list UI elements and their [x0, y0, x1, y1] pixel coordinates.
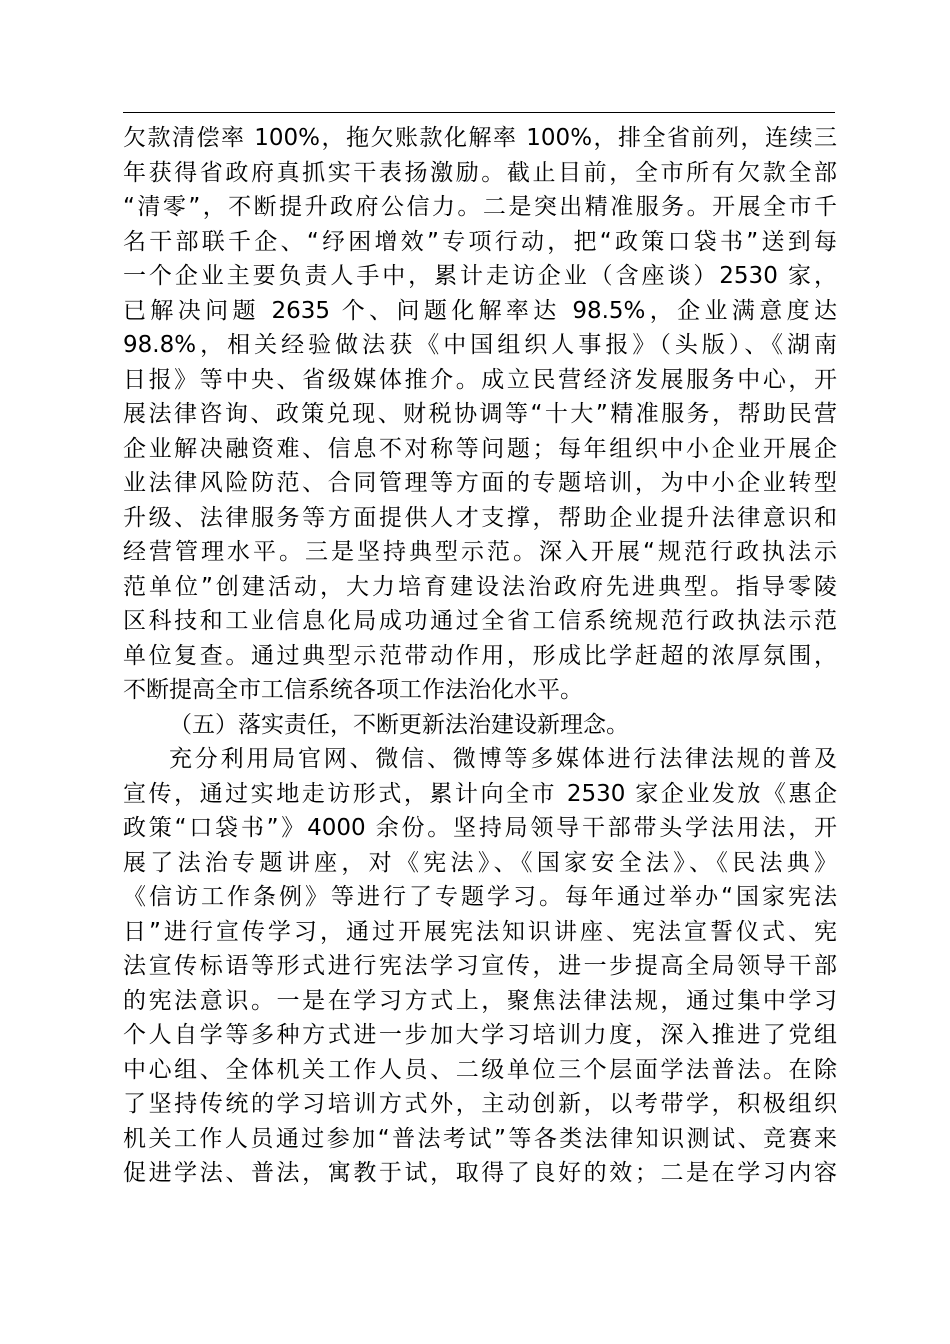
text-line: 日报》等中央、省级媒体推介。成立民营经济发展服务中心，开 — [123, 366, 837, 393]
text-line: 充分利用局官网、微信、微博等多媒体进行法律法规的普及 — [169, 746, 837, 772]
text-line: 促进学法、普法，寓教于试，取得了良好的效；二是在学习内容 — [123, 1160, 837, 1186]
text-line: 欠款清偿率 100%，拖欠账款化解率 100%，排全省前列，连续三 — [123, 125, 837, 151]
text-line: 业法律风险防范、合同管理等方面的专题培训，为中小企业转型 — [123, 470, 837, 496]
text-line: “清零”，不断提升政府公信力。二是突出精准服务。开展全市千 — [123, 194, 837, 220]
text-line: 宣传，通过实地走访形式，累计向全市 2530 家企业发放《惠企 — [123, 780, 837, 807]
section-heading: （五）落实责任，不断更新法治建设新理念。 — [169, 711, 629, 738]
text-line: 了坚持传统的学习培训方式外，主动创新，以考带学，积极组织 — [123, 1091, 837, 1117]
text-line: 中心组、全体机关工作人员、二级单位三个层面学法普法。在除 — [123, 1056, 837, 1083]
text-line: 的宪法意识。一是在学习方式上，聚焦法律法规，通过集中学习 — [123, 987, 837, 1014]
text-line: 已解决问题 2635 个、问题化解率达 98.5%，企业满意度达 — [123, 297, 837, 324]
text-line: 范单位”创建活动，大力培育建设法治政府先进典型。指导零陵 — [123, 573, 837, 600]
document-body — [123, 121, 837, 1191]
text-line: 不断提高全市工信系统各项工作法治化水平。 — [123, 677, 583, 703]
text-line: 政策“口袋书”》4000 余份。坚持局领导干部带头学法用法，开 — [123, 815, 837, 841]
text-line: 机关工作人员通过参加“普法考试”等各类法律知识测试、竞赛来 — [123, 1125, 837, 1152]
text-line: 个人自学等多种方式进一步加大学习培训力度，深入推进了党组 — [123, 1022, 837, 1048]
text-line: 展了法治专题讲座，对《宪法》、《国家安全法》、《民法典》 — [123, 849, 837, 876]
text-line: 《信访工作条例》等进行了专题学习。每年通过举办“国家宪法 — [123, 884, 837, 910]
text-line: 企业解决融资难、信息不对称等问题；每年组织中小企业开展企 — [123, 435, 837, 462]
text-line: 单位复查。通过典型示范带动作用，形成比学赶超的浓厚氛围， — [123, 642, 837, 669]
text-line: 年获得省政府真抓实干表扬激励。截止目前，全市所有欠款全部 — [123, 159, 837, 186]
text-line: 名干部联千企、“纾困增效”专项行动，把“政策口袋书”送到每 — [123, 228, 837, 255]
text-line: 区科技和工业信息化局成功通过全省工信系统规范行政执法示范 — [123, 608, 837, 634]
text-line: 98.8%，相关经验做法获《中国组织人事报》（头版）、《湖南 — [123, 332, 837, 358]
text-line: 升级、法律服务等方面提供人才支撑，帮助企业提升法律意识和 — [123, 504, 837, 531]
paragraph-2 — [123, 742, 837, 1191]
header-rule — [123, 112, 835, 113]
text-line: 经营管理水平。三是坚持典型示范。深入开展“规范行政执法示 — [123, 539, 837, 565]
text-line: 日”进行宣传学习，通过开展宪法知识讲座、宪法宣誓仪式、宪 — [123, 918, 837, 945]
text-line: 展法律咨询、政策兑现、财税协调等“十大”精准服务，帮助民营 — [123, 401, 837, 427]
text-line: 法宣传标语等形式进行宪法学习宣传，进一步提高全局领导干部 — [123, 953, 837, 979]
paragraph-1 — [123, 121, 837, 708]
text-line: 一个企业主要负责人手中，累计走访企业（含座谈）2530 家， — [123, 263, 837, 289]
